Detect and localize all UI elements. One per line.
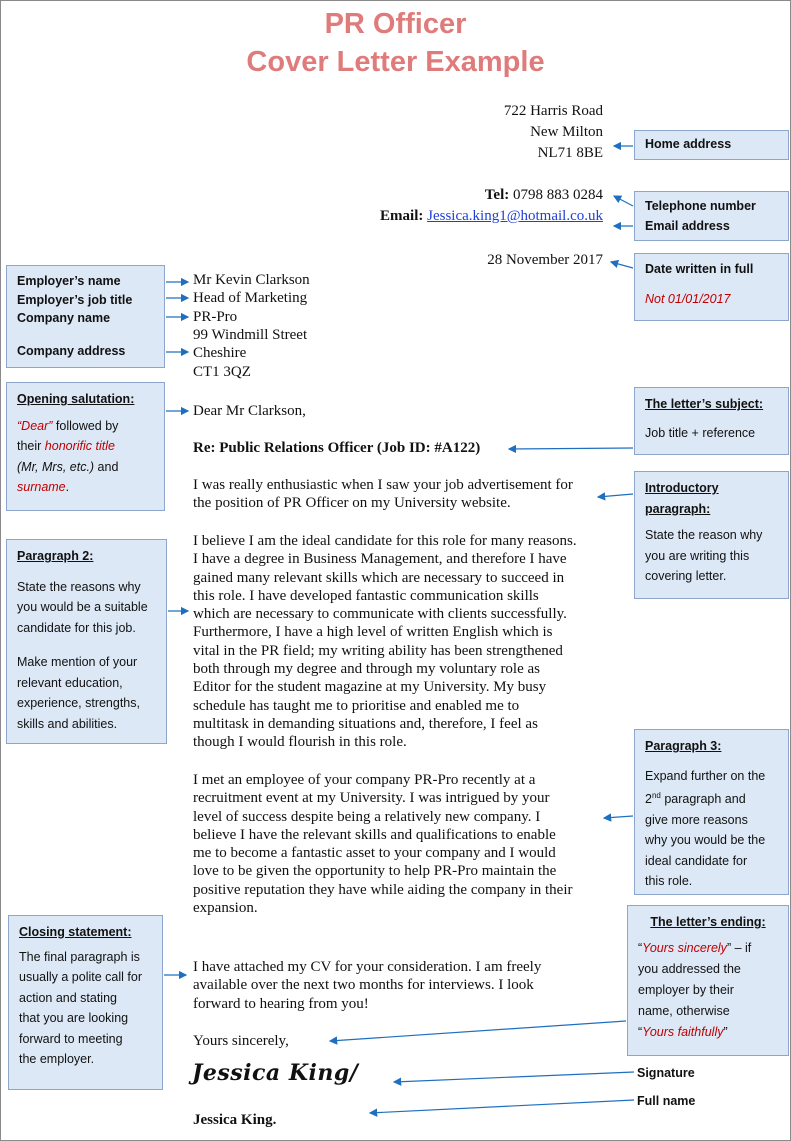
- note-paragraph-2: [6, 539, 167, 744]
- sender-address-line: NL71 8BE: [537, 145, 603, 161]
- note-contact: [634, 191, 789, 241]
- page-title: PR Officer: [324, 8, 467, 40]
- note-text: experience, strengths,: [17, 696, 140, 710]
- note-text: the employer.: [19, 1052, 95, 1066]
- note-text: Not 01/01/2017: [645, 292, 731, 306]
- note-text: “Yours faithfully”: [638, 1025, 728, 1039]
- recipient-line: PR-Pro: [193, 309, 238, 325]
- subject-line: Re: Public Relations Officer (Job ID: #A122): [193, 440, 481, 456]
- note-text: The final paragraph is: [19, 949, 140, 964]
- note-title: Date written in full: [645, 262, 754, 276]
- note-text: forward to meeting: [19, 1031, 123, 1046]
- paragraph-line: I met an employee of your company PR-Pro recently at a: [193, 772, 536, 788]
- note-title: paragraph:: [645, 501, 711, 516]
- note-text: surname.: [17, 480, 70, 494]
- note-title: Introductory: [645, 481, 719, 495]
- note-paragraph-3: [634, 729, 789, 895]
- note-text: action and stating: [19, 990, 117, 1005]
- recipient-line: CT1 3QZ: [193, 364, 251, 380]
- note-intro: [634, 471, 789, 599]
- sender-address-line: 722 Harris Road: [503, 103, 603, 119]
- note-text: “Dear” followed by: [17, 418, 119, 433]
- sender-telephone: [485, 186, 603, 204]
- note-date: [634, 253, 789, 321]
- note-title: The letter’s ending:: [650, 915, 766, 929]
- sender-email: [380, 207, 603, 225]
- paragraph-line: multitask in demanding situations and, therefore, I feel as: [193, 715, 538, 732]
- note-text: 2nd paragraph and: [645, 791, 746, 807]
- letter-date: 28 November 2017: [487, 252, 603, 268]
- note-title: Paragraph 2:: [17, 549, 94, 563]
- note-text: Make mention of your: [17, 655, 138, 669]
- note-text: their honorific title: [17, 439, 115, 453]
- note-title: Opening salutation:: [17, 392, 135, 406]
- note-title: Home address: [645, 137, 732, 151]
- note-title: The letter’s subject:: [645, 397, 764, 411]
- paragraph-line: both through my degree and through my voluntary role as: [193, 661, 541, 678]
- note-employer-details: [6, 265, 165, 368]
- note-closing: [8, 915, 163, 1090]
- note-text: employer by their: [638, 983, 734, 997]
- paragraph-line: positive reputation they have while aiding the company in their: [193, 881, 573, 898]
- note-text: this role.: [645, 874, 693, 889]
- note-text: skills and abilities.: [17, 716, 118, 731]
- note-text: give more reasons: [645, 812, 748, 827]
- note-text: usually a polite call for: [19, 970, 142, 984]
- paragraph-line: schedule has taught me to prioritise and enabled me to: [193, 697, 520, 714]
- note-title: Company address: [17, 343, 126, 358]
- paragraph-line: I have attached my CV for your consideration. I am freely: [193, 959, 542, 975]
- closing-phrase: Yours sincerely,: [193, 1033, 289, 1049]
- paragraph-3: [193, 771, 613, 917]
- note-signature: Signature: [637, 1066, 695, 1080]
- note-text: (Mr, Mrs, etc.) and: [17, 459, 119, 474]
- paragraph-2: [193, 532, 613, 752]
- note-title: Employer’s name: [17, 274, 121, 288]
- note-text: that you are looking: [19, 1011, 129, 1025]
- note-opening: [6, 382, 165, 511]
- page-subtitle: Cover Letter Example: [246, 46, 545, 78]
- paragraph-line: me to become a fantastic asset to your company and I would: [193, 845, 556, 862]
- note-text: candidate for this job.: [17, 620, 136, 635]
- note-title: Telephone number: [645, 199, 756, 213]
- paragraph-line: expansion.: [193, 900, 258, 917]
- paragraph-line: which are necessary to communicate with clients successfully.: [193, 606, 567, 623]
- note-text: covering letter.: [645, 569, 727, 583]
- note-text: State the reasons why: [17, 579, 141, 594]
- paragraph-line: level of success despite being a relatively new company. I: [193, 808, 541, 825]
- note-text: you addressed the: [638, 962, 741, 976]
- paragraph-line: Editor for the student magazine at my University. My busy: [193, 679, 547, 696]
- paragraph-line: this role. I have developed fantastic communication skills: [193, 587, 539, 604]
- paragraph-line: I believe I am the ideal candidate for this role for many reasons.: [193, 533, 577, 549]
- note-title: Company name: [17, 311, 111, 325]
- email-label: Email:: [380, 208, 424, 224]
- paragraph-line: though I would flourish in this role.: [193, 734, 407, 751]
- paragraph-line: Furthermore, I have a high level of written English which is: [193, 624, 553, 641]
- recipient-line: 99 Windmill Street: [193, 327, 308, 343]
- note-home-address: [634, 130, 789, 160]
- signature: Jessica King/: [192, 1060, 359, 1086]
- recipient-line: Mr Kevin Clarkson: [193, 272, 310, 288]
- note-text: “Yours sincerely” – if: [638, 941, 752, 955]
- note-title: Paragraph 3:: [645, 739, 722, 753]
- paragraph-line: the position of PR Officer on my University website.: [193, 495, 511, 512]
- full-name: Jessica King.: [193, 1112, 277, 1128]
- note-text: you are writing this: [645, 548, 750, 563]
- note-text: Expand further on the: [645, 768, 766, 783]
- paragraph-line: I was really enthusiastic when I saw your job advertisement for: [193, 477, 573, 493]
- note-text: you would be a suitable: [17, 600, 148, 614]
- note-subject: [634, 387, 789, 455]
- paragraph-line: I have a degree in Business Management, and therefore I have: [193, 551, 567, 568]
- note-title: Closing statement:: [19, 925, 132, 939]
- paragraph-intro: [193, 476, 613, 513]
- note-text: ideal candidate for: [645, 853, 748, 868]
- note-title: Email address: [645, 219, 730, 233]
- paragraph-line: believe I have the relevant skills and qualifications to enable: [193, 826, 556, 843]
- salutation: Dear Mr Clarkson,: [193, 403, 306, 419]
- paragraph-line: vital in the PR field; my writing ability has been strengthened: [193, 642, 563, 659]
- paragraph-line: available over the next two months for interviews. I look: [193, 977, 534, 994]
- paragraph-line: forward to hearing from you!: [193, 995, 369, 1012]
- note-ending: [627, 905, 789, 1056]
- note-text: State the reason why: [645, 528, 763, 542]
- paragraph-line: love to be given the opportunity to help PR-Pro maintain the: [193, 863, 557, 880]
- note-title: Employer’s job title: [17, 292, 133, 307]
- recipient-line: Head of Marketing: [193, 290, 308, 306]
- email-link[interactable]: Jessica.king1@hotmail.co.uk: [427, 208, 603, 224]
- note-full-name: Full name: [637, 1094, 696, 1108]
- note-text: name, otherwise: [638, 1004, 730, 1018]
- telephone-value: 0798 883 0284: [513, 187, 603, 203]
- paragraph-line: gained many relevant skills which are necessary to succeed in: [193, 569, 565, 586]
- note-text: why you would be the: [645, 833, 766, 848]
- recipient-line: Cheshire: [193, 345, 247, 361]
- note-text: Job title + reference: [645, 425, 756, 440]
- sender-address-line: New Milton: [530, 124, 603, 140]
- paragraph-closing: [193, 958, 613, 1013]
- paragraph-line: recruitment event at my University. I was intrigued by your: [193, 790, 550, 807]
- telephone-label: Tel:: [484, 187, 510, 203]
- note-text: relevant education,: [17, 675, 123, 690]
